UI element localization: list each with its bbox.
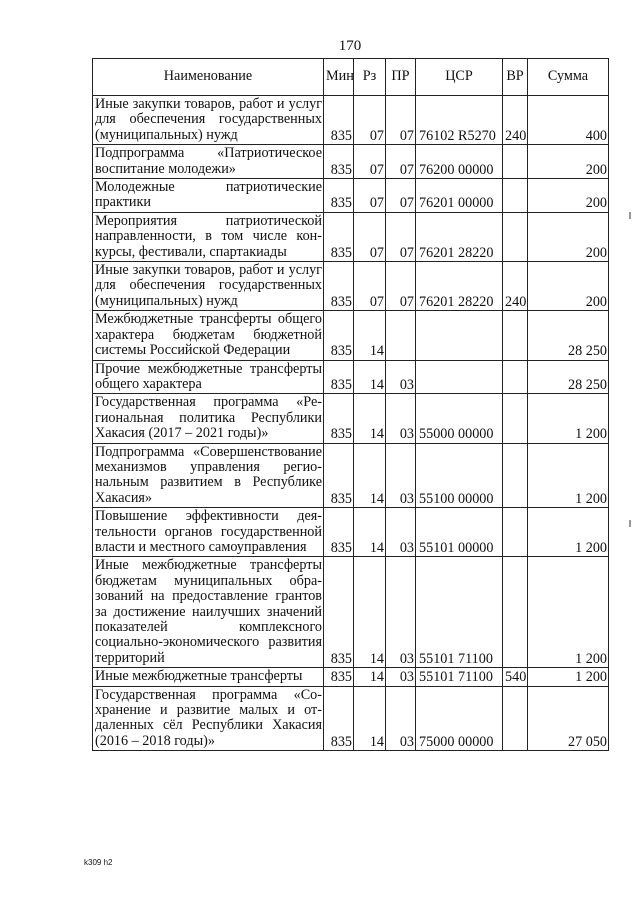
- cell-csr: 55101 71100: [416, 557, 503, 668]
- table-row: [93, 668, 609, 686]
- cell-sum: 200: [528, 145, 609, 179]
- cell-min: 835: [324, 668, 354, 686]
- cell-csr: 76201 28220: [416, 262, 503, 311]
- cell-rz: 07: [354, 212, 386, 261]
- cell-vr: [503, 686, 528, 751]
- table-row: [93, 557, 609, 668]
- cell-rz: 14: [354, 508, 386, 557]
- table-row: [93, 508, 609, 557]
- header-pr: ПР: [386, 59, 416, 96]
- cell-name: Прочие межбюджетные трансферты общего характера: [93, 360, 324, 394]
- cell-sum: 200: [528, 262, 609, 311]
- cell-name: Иные закупки товаров, работ и услуг для обеспечения государственных (муниципальных) нужд: [93, 262, 324, 311]
- cell-vr: [503, 360, 528, 394]
- table-row: [93, 145, 609, 179]
- cell-vr: 240: [503, 262, 528, 311]
- cell-min: 835: [324, 179, 354, 213]
- cell-sum: 1 200: [528, 394, 609, 443]
- cell-pr: 03: [386, 668, 416, 686]
- cell-csr: [416, 360, 503, 394]
- cell-min: 835: [324, 360, 354, 394]
- cell-pr: 07: [386, 96, 416, 145]
- cell-min: 835: [324, 557, 354, 668]
- header-min: Мин: [324, 59, 354, 96]
- cell-pr: 07: [386, 145, 416, 179]
- cell-name: Мероприятия патриотической направленности, в том числе конкурсы, фестивали, спартакиады: [93, 212, 324, 261]
- cell-csr: 55101 71100: [416, 668, 503, 686]
- cell-csr: 76102 R5270: [416, 96, 503, 145]
- cell-csr: 55100 00000: [416, 443, 503, 508]
- header-rz: Рз: [354, 59, 386, 96]
- cell-min: 835: [324, 311, 354, 360]
- cell-vr: 540: [503, 668, 528, 686]
- page-number: 170: [338, 38, 362, 54]
- footer-stamp: k309 h2: [84, 858, 113, 867]
- cell-pr: 03: [386, 394, 416, 443]
- cell-name: Межбюджетные трансферты общего характера бюджетам бюджетной системы Российской Федерации: [93, 311, 324, 360]
- cell-min: 835: [324, 96, 354, 145]
- cell-min: 835: [324, 262, 354, 311]
- cell-sum: 1 200: [528, 508, 609, 557]
- table-row: [93, 179, 609, 213]
- cell-min: 835: [324, 686, 354, 751]
- cell-vr: [503, 508, 528, 557]
- cell-name: Иные межбюджетные трансферты бюджетам муниципальных образований на предоставление грантов за достижение наилучших значений показателей комплексного социально-экономического развития территорий: [93, 557, 324, 668]
- cell-csr: 75000 00000: [416, 686, 503, 751]
- table-header-row: [93, 59, 609, 96]
- table-row: [93, 360, 609, 394]
- cell-sum: 1 200: [528, 668, 609, 686]
- budget-table: [92, 58, 609, 751]
- cell-vr: [503, 212, 528, 261]
- cell-rz: 07: [354, 96, 386, 145]
- cell-sum: 1 200: [528, 443, 609, 508]
- header-sum: Сумма: [528, 59, 609, 96]
- cell-pr: 03: [386, 686, 416, 751]
- cell-sum: 28 250: [528, 311, 609, 360]
- cell-rz: 14: [354, 311, 386, 360]
- cell-min: 835: [324, 394, 354, 443]
- cell-rz: 14: [354, 394, 386, 443]
- cell-pr: 07: [386, 212, 416, 261]
- cell-rz: 14: [354, 686, 386, 751]
- cell-sum: 27 050: [528, 686, 609, 751]
- cell-vr: [503, 311, 528, 360]
- margin-mark: [629, 520, 631, 527]
- cell-name: Подпрограмма «Совершенствование механизмов управления региональным развитием в Республике Хакасия»: [93, 443, 324, 508]
- cell-vr: [503, 394, 528, 443]
- cell-rz: 14: [354, 668, 386, 686]
- cell-name: Государственная программа «Сохранение и развитие малых и отдаленных сёл Республики Хакасия (2016 – 2018 годы)»: [93, 686, 324, 751]
- cell-sum: 200: [528, 179, 609, 213]
- cell-pr: 03: [386, 443, 416, 508]
- cell-name: Иные закупки товаров, работ и услуг для обеспечения государственных (муниципальных) нужд: [93, 96, 324, 145]
- table-row: [93, 394, 609, 443]
- cell-name: Молодежные патриотические практики: [93, 179, 324, 213]
- cell-csr: 76200 00000: [416, 145, 503, 179]
- cell-min: 835: [324, 212, 354, 261]
- cell-pr: 07: [386, 262, 416, 311]
- table-row: [93, 686, 609, 751]
- table-row: [93, 443, 609, 508]
- cell-rz: 14: [354, 557, 386, 668]
- cell-csr: 55000 00000: [416, 394, 503, 443]
- table-row: [93, 311, 609, 360]
- cell-name: Подпрограмма «Патриотическое воспитание молодежи»: [93, 145, 324, 179]
- cell-vr: [503, 145, 528, 179]
- cell-rz: 14: [354, 360, 386, 394]
- cell-pr: 07: [386, 179, 416, 213]
- cell-min: 835: [324, 443, 354, 508]
- margin-mark: [629, 212, 631, 219]
- cell-csr: 76201 00000: [416, 179, 503, 213]
- cell-vr: [503, 443, 528, 508]
- cell-name: Государственная программа «Региональная политика Республики Хакасия (2017 – 2021 годы)»: [93, 394, 324, 443]
- cell-rz: 07: [354, 145, 386, 179]
- cell-rz: 14: [354, 443, 386, 508]
- cell-name: Иные межбюджетные трансферты: [93, 668, 324, 686]
- cell-vr: [503, 179, 528, 213]
- cell-vr: [503, 557, 528, 668]
- cell-sum: 28 250: [528, 360, 609, 394]
- cell-name: Повышение эффективности деятельности органов государственной власти и местного самоуправления: [93, 508, 324, 557]
- cell-csr: [416, 311, 503, 360]
- header-vr: ВР: [503, 59, 528, 96]
- cell-csr: 76201 28220: [416, 212, 503, 261]
- header-name: Наименование: [93, 59, 324, 96]
- cell-min: 835: [324, 508, 354, 557]
- cell-sum: 1 200: [528, 557, 609, 668]
- cell-sum: 200: [528, 212, 609, 261]
- cell-pr: [386, 311, 416, 360]
- header-csr: ЦСР: [416, 59, 503, 96]
- cell-pr: 03: [386, 360, 416, 394]
- table-row: [93, 262, 609, 311]
- cell-rz: 07: [354, 262, 386, 311]
- cell-csr: 55101 00000: [416, 508, 503, 557]
- table-row: [93, 96, 609, 145]
- cell-min: 835: [324, 145, 354, 179]
- cell-pr: 03: [386, 557, 416, 668]
- cell-rz: 07: [354, 179, 386, 213]
- table-row: [93, 212, 609, 261]
- cell-sum: 400: [528, 96, 609, 145]
- cell-vr: 240: [503, 96, 528, 145]
- cell-pr: 03: [386, 508, 416, 557]
